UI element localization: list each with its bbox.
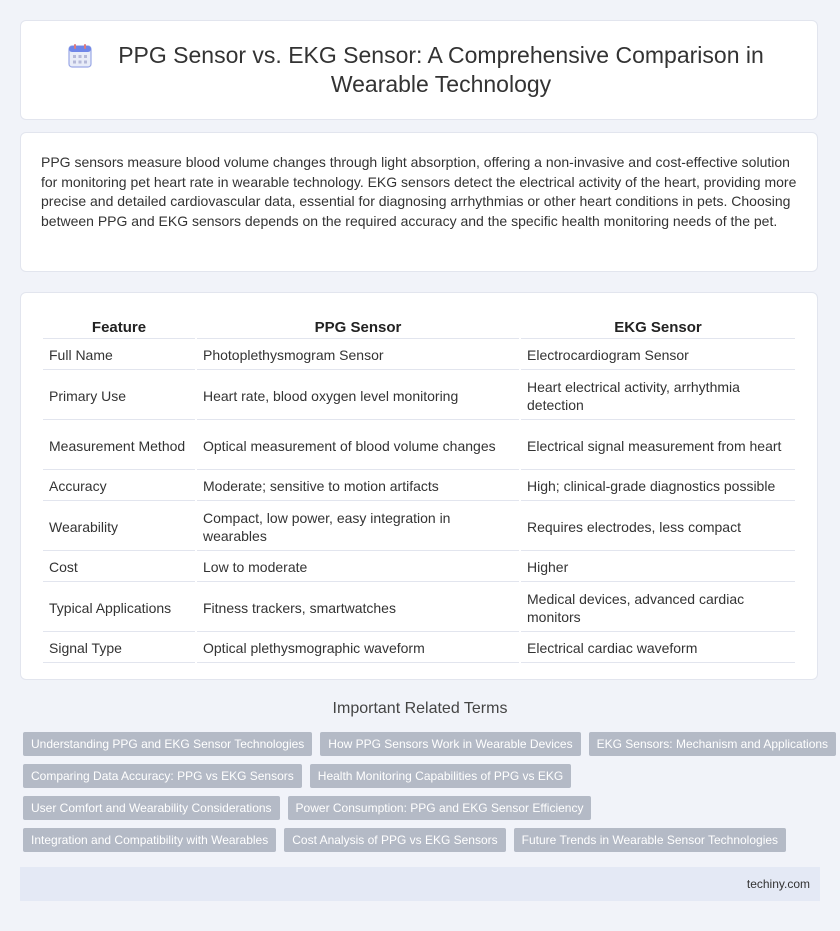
table-cell: Higher [521,553,795,582]
table-cell: Electrical signal measurement from heart [521,422,795,470]
table-cell: Medical devices, advanced cardiac monitors [521,584,795,632]
table-cell: Compact, low power, easy integration in wearables [197,503,519,551]
table-row [43,553,795,582]
related-term-link[interactable]: Future Trends in Wearable Sensor Technologies [514,828,786,852]
related-term-link[interactable]: Understanding PPG and EKG Sensor Technologies [23,732,312,756]
table-row [43,341,795,370]
table-cell: Optical measurement of blood volume changes [197,422,519,470]
page-title: PPG Sensor vs. EKG Sensor: A Comprehensive Comparison in Wearable Technology [118,42,764,97]
table-cell: Primary Use [43,372,195,420]
table-cell: Full Name [43,341,195,370]
related-terms-list [23,732,829,860]
header-ppg: PPG Sensor [197,315,519,339]
table-cell: Photoplethysmogram Sensor [197,341,519,370]
table-cell: Measurement Method [43,422,195,470]
table-row [43,372,795,420]
intro-text: PPG sensors measure blood volume changes through light absorption, offering a non-invasive and cost-effective solution for monitoring pet heart rate in wearable technology. EKG sensors detect the electrical activity of the heart, providing more precise and detailed cardiovascular data, essential for diagnosing arrhythmias or other heart conditions in pets. Choosing between PPG and EKG sensors depends on the required accuracy and the specific health monitoring needs of the pet. [41,154,797,229]
header-feature: Feature [43,315,195,339]
related-term-link[interactable]: Health Monitoring Capabilities of PPG vs EKG [310,764,571,788]
related-term-link[interactable]: Comparing Data Accuracy: PPG vs EKG Sensors [23,764,302,788]
table-cell: Fitness trackers, smartwatches [197,584,519,632]
table-cell: Low to moderate [197,553,519,582]
table-cell: Cost [43,553,195,582]
table-row [43,472,795,501]
table-cell: Wearability [43,503,195,551]
tag-row [23,764,823,788]
calendar-icon [67,43,93,69]
table-cell: Typical Applications [43,584,195,632]
related-term-link[interactable]: EKG Sensors: Mechanism and Applications [589,732,836,756]
table-cell: Moderate; sensitive to motion artifacts [197,472,519,501]
comparison-table [41,313,797,665]
header-card [20,20,818,120]
table-cell: Electrocardiogram Sensor [521,341,795,370]
footer [20,867,820,901]
intro-card [20,132,818,272]
related-term-link[interactable]: Integration and Compatibility with Wearables [23,828,276,852]
table-cell: Heart rate, blood oxygen level monitoring [197,372,519,420]
related-terms-title: Important Related Terms [332,700,508,717]
table-cell: Electrical cardiac waveform [521,634,795,663]
footer-site-link[interactable]: techiny.com [746,877,810,891]
related-term-link[interactable]: User Comfort and Wearability Considerations [23,796,280,820]
related-term-link[interactable]: Cost Analysis of PPG vs EKG Sensors [284,828,505,852]
related-term-link[interactable]: How PPG Sensors Work in Wearable Devices [320,732,580,756]
table-cell: Accuracy [43,472,195,501]
tag-row [23,828,823,852]
tag-row [23,796,823,820]
table-cell: Optical plethysmographic waveform [197,634,519,663]
table-row [43,584,795,632]
table-cell: High; clinical-grade diagnostics possible [521,472,795,501]
comparison-card [20,292,818,680]
table-cell: Heart electrical activity, arrhythmia detection [521,372,795,420]
header-ekg: EKG Sensor [521,315,795,339]
related-term-link[interactable]: Power Consumption: PPG and EKG Sensor Efficiency [288,796,592,820]
table-row [43,422,795,470]
table-cell: Signal Type [43,634,195,663]
tag-row [23,732,829,756]
table-row [43,503,795,551]
table-row [43,634,795,663]
table-cell: Requires electrodes, less compact [521,503,795,551]
